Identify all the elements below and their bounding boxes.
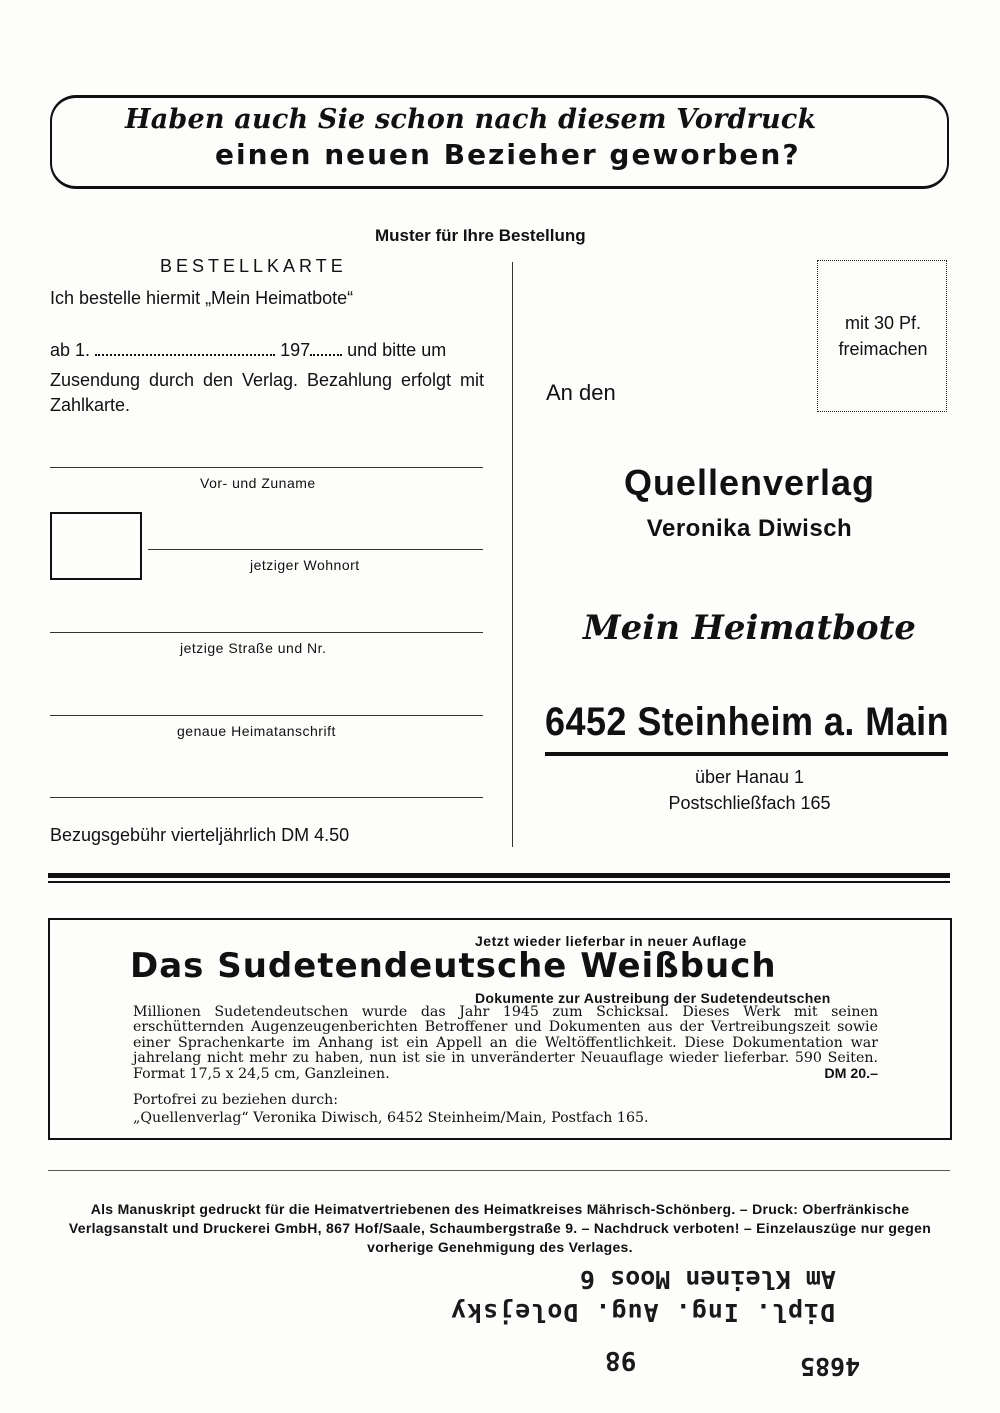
address-salutation: An den: [546, 380, 616, 405]
order-statement: Ich bestelle hiermit „Mein Heimatbote“: [50, 288, 354, 308]
street-field-line[interactable]: [50, 632, 483, 633]
ad-subtitle: Dokumente zur Austreibung der Sudetendeutschen: [475, 990, 831, 1006]
start-year-blank[interactable]: [310, 353, 342, 356]
footer-rule: [48, 1170, 950, 1171]
section-rule-thin: [48, 881, 950, 883]
extra-field-line[interactable]: [50, 797, 483, 798]
ad-price: DM 20.–: [824, 1065, 878, 1082]
order-card-title: BESTELLKARTE: [160, 256, 347, 276]
header-headline-line1: Haben auch Sie schon nach diesem Vordruck: [125, 104, 817, 135]
postage-note: [817, 310, 949, 362]
start-date-prefix: ab 1.: [50, 340, 91, 360]
start-date-line: [50, 340, 446, 361]
recipient-stamp-street: Am Kleinen Moos 6: [580, 1265, 836, 1294]
ad-tagline: Jetzt wieder lieferbar in neuer Auflage: [475, 933, 747, 949]
order-sample-caption: Muster für Ihre Bestellung: [375, 226, 586, 245]
ad-description-text: Millionen Sudetendeutschen wurde das Jahr 1945 zum Schicksal. Dieses Werk mit seinen erschütternden Augenzeugenberichten Betroffener und Dokumenten aus der Vertreibungszeit sowie einer Sprachenkarte im Anhang ist ein Appell an die Weltöffentlichkeit. Diese Dokumentation war jahrelang nicht mehr zu haben, nun ist sie in unveränderter Neuauflage wieder lieferbar. 590 Seiten. Format 17,5 x 24,5 cm, Ganzleinen.: [133, 1004, 878, 1082]
header-headline-line2: einen neuen Bezieher geworben?: [215, 138, 801, 171]
publisher-owner: Veronika Diwisch: [646, 515, 853, 542]
section-rule-thick: [48, 873, 950, 878]
ad-description: [133, 1005, 878, 1082]
imprint-text: Als Manuskript gedruckt für die Heimatvertriebenen des Heimatkreises Mährisch-Schönberg. – Druck: Oberfränkische Verlagsanstalt und Druckerei GmbH, 867 Hof/Saale, Schaumbergstraße 9. – Nachdruck verboten! – Einzelauszüge nur gegen vorherige Genehmigung des Verlages.: [68, 1201, 932, 1255]
publisher-name: Quellenverlag: [623, 462, 876, 503]
address-via: über Hanau 1: [694, 767, 805, 787]
name-field-label: Vor- und Zuname: [200, 475, 316, 491]
checkbox-square[interactable]: [50, 512, 142, 580]
address-city: 6452 Steinheim a. Main: [545, 700, 950, 744]
address-po-box: Postschließfach 165: [668, 793, 831, 813]
ad-order-address: „Quellenverlag“ Veronika Diwisch, 6452 Steinheim/Main, Postfach 165.: [133, 1110, 649, 1126]
subscription-fee: Bezugsgebühr vierteljährlich DM 4.50: [50, 825, 350, 845]
postage-note-line2: freimachen: [838, 339, 928, 359]
start-year-prefix: 197: [280, 340, 311, 360]
street-field-label: jetzige Straße und Nr.: [180, 640, 327, 656]
home-address-field-label: genaue Heimatanschrift: [177, 723, 336, 739]
start-date-blank[interactable]: [95, 353, 275, 356]
start-date-suffix: und bitte um: [347, 340, 447, 360]
card-vertical-divider: [512, 262, 513, 847]
city-underline: [545, 752, 948, 756]
delivery-payment-text: Zusendung durch den Verlag. Bezahlung erfolgt mit Zahlkarte.: [50, 370, 484, 415]
recipient-stamp-code-a: 98: [605, 1345, 637, 1375]
residence-field-label: jetziger Wohnort: [250, 557, 360, 573]
recipient-stamp-code-b: 4685: [800, 1352, 861, 1381]
ad-shipping-note: Portofrei zu beziehen durch:: [133, 1092, 339, 1108]
name-field-line[interactable]: [50, 467, 483, 468]
postage-note-line1: mit 30 Pf.: [844, 313, 922, 333]
ad-title: Das Sudetendeutsche Weißbuch: [130, 946, 777, 986]
home-address-field-line[interactable]: [50, 715, 483, 716]
residence-field-line[interactable]: [148, 549, 483, 550]
recipient-stamp-name: Dipl. Ing. Aug. Dolejsky: [450, 1298, 836, 1327]
newspaper-name: Mein Heimatbote: [583, 608, 916, 648]
